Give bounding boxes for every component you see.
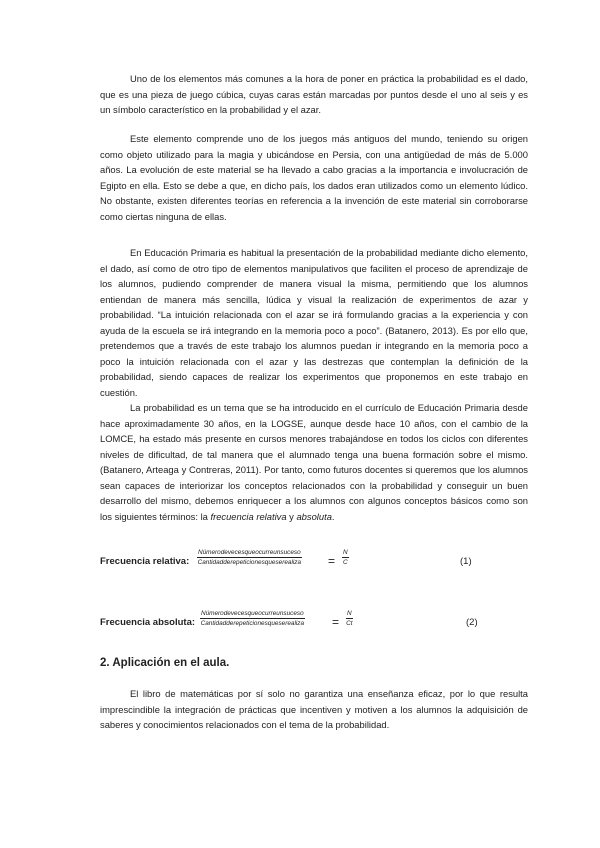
formula-frecuencia-absoluta (100, 609, 530, 639)
fraction-numerator: N (343, 549, 348, 556)
equals-sign: = (332, 615, 340, 629)
equation-number: (2) (466, 617, 478, 628)
term-absoluta: absoluta (296, 510, 332, 522)
paragraph-curriculo (100, 400, 528, 524)
fraction-lhs (200, 609, 305, 628)
formula-label: Frecuencia absoluta: (100, 617, 196, 628)
equals-sign: = (328, 554, 336, 568)
fraction-denominator: C (343, 559, 348, 566)
fraction-numerator: Númerodevecesqueocurreunsuceso (201, 610, 304, 617)
fraction-numerator: Númerodevecesqueocurreunsuceso (198, 549, 301, 556)
fraction-rhs (342, 548, 349, 567)
fraction-denominator: Cantidadderepeticionesqueserealiza (200, 620, 305, 627)
fraction-denominator: Ct (346, 620, 353, 627)
equation-number: (1) (460, 556, 472, 567)
fraction-lhs (197, 548, 302, 567)
paragraph-dado-intro: Uno de los elementos más comunes a la hora de poner en práctica la probabilidad es el dado, que es una pieza de juego cúbica, cuyas caras están marcadas por puntos desde el uno al seis y es un símbolo característico en la probabilidad y el azar. (100, 73, 528, 115)
paragraph-dado-historia: Este elemento comprende uno de los juegos más antiguos del mundo, teniendo su origen como objeto utilizado para la magia y ubicándose en Persia, con una antigüedad de más de 5.000 años. La evolución de este material se ha llevado a cabo gracias a la importancia e involucración de Egipto en ella. Esto se debe a que, en dicho país, los dados eran utilizados como un elemento lúdico. No obstante, existen diferentes teorías en referencia a la invención de este material sin corroborarse como ciertas ninguna de ellas. (100, 133, 528, 222)
section-heading: 2. Aplicación en el aula. (100, 657, 230, 669)
fraction-rhs (346, 609, 353, 628)
formula-label: Frecuencia relativa: (100, 556, 190, 567)
paragraph-aplicacion: El libro de matemáticas por sí solo no garantiza una enseñanza eficaz, por lo que resulta imprescindible la integración de prácticas que incentiven y motiven a los alumnos la adquisición de saberes y conocimientos relacionados con el tema de la probabilidad. (100, 688, 528, 730)
term-frecuencia-relativa: frecuencia relativa (210, 510, 287, 522)
paragraph-curriculo-end: . (331, 510, 335, 522)
paragraph-curriculo-and: y (286, 510, 297, 522)
paragraph-educacion-primaria: En Educación Primaria es habitual la presentación de la probabilidad mediante dicho elemento, el dado, así como de otro tipo de elementos manipulativos que faciliten el proceso de aprendizaje de los alumnos, pudiendo comprender de manera visual la misma, permitiendo que los alumnos entiendan de manera más sencilla, lúdica y visual la realización de experimentos de azar y probabilidad. “La intuición relacionada con el azar se irá formulando gracias a la experiencia y con ayuda de la escuela se irá integrando en la memoria poco a poco”. (Batanero, 2013). Es por ello que, pretendemos que a través de este trabajo los alumnos puedan ir integrando en la memoria poco a poco la intuición relacionada con el azar y las destrezas que contemplan la definición de la probabilidad, siendo capaces de realizar los experimentos que proponemos en este trabajo en cuestión. (100, 247, 528, 398)
fraction-denominator: Cantidadderepeticionesqueserealiza (197, 559, 302, 566)
paragraph-curriculo-text: La probabilidad es un tema que se ha introducido en el currículo de Educación Primaria desde hace aproximadamente 30 años, en la LOGSE, aunque desde hace 10 años, con el cambio de la LOMCE, ha estado más presente en cursos menores trabajándose en todos los ciclos con diferentes niveles de dificultad, de tal manera que el alumnado tenga una buena formación sobre el mismo. (Batanero, Arteaga y Contreras, 2011). Por tanto, como futuros docentes si queremos que los alumnos sean capaces de interiorizar los conceptos relacionados con la probabilidad y conseguir un buen desarrollo del mismo, debemos enriquecer a los alumnos con algunos conceptos básicos como son los siguientes términos: la (100, 402, 528, 522)
formula-frecuencia-relativa (100, 548, 530, 578)
fraction-numerator: N (347, 610, 352, 617)
